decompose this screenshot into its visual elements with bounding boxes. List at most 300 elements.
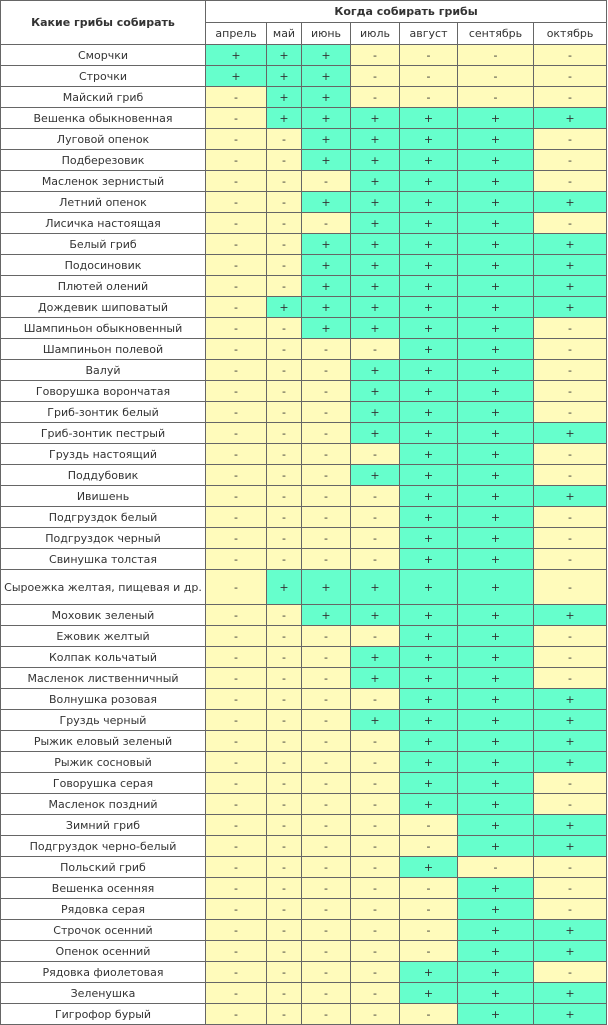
season-cell: + [400, 255, 458, 276]
season-cell: - [267, 710, 302, 731]
season-cell: + [267, 87, 302, 108]
season-cell: + [458, 773, 534, 794]
mushroom-name: Лисичка настоящая [1, 213, 206, 234]
season-cell: - [302, 423, 351, 444]
month-header-april: апрель [206, 23, 267, 45]
season-cell: + [351, 360, 400, 381]
season-cell: - [206, 731, 267, 752]
season-cell: + [400, 339, 458, 360]
table-row [1, 528, 607, 549]
month-header-july: июль [351, 23, 400, 45]
season-cell: + [400, 570, 458, 605]
season-cell: + [302, 276, 351, 297]
season-cell: + [400, 689, 458, 710]
table-row [1, 486, 607, 507]
table-body [1, 45, 607, 1025]
season-cell: - [302, 794, 351, 815]
mushroom-name: Масленок поздний [1, 794, 206, 815]
season-cell: + [534, 108, 607, 129]
season-cell: + [351, 108, 400, 129]
season-cell: + [458, 605, 534, 626]
season-cell: + [458, 626, 534, 647]
table-row [1, 647, 607, 668]
season-cell: + [458, 752, 534, 773]
season-cell: + [400, 549, 458, 570]
season-cell: - [267, 899, 302, 920]
season-cell: + [351, 710, 400, 731]
month-header-september: сентябрь [458, 23, 534, 45]
season-cell: + [458, 570, 534, 605]
season-cell: - [206, 570, 267, 605]
season-cell: + [351, 318, 400, 339]
season-cell: - [351, 626, 400, 647]
season-cell: + [534, 983, 607, 1004]
season-cell: - [206, 836, 267, 857]
season-cell: + [302, 45, 351, 66]
season-cell: - [267, 507, 302, 528]
season-cell: + [351, 297, 400, 318]
mushroom-name: Польский гриб [1, 857, 206, 878]
season-cell: + [267, 66, 302, 87]
season-cell: + [458, 318, 534, 339]
season-cell: - [534, 45, 607, 66]
season-cell: - [302, 857, 351, 878]
season-cell: + [458, 423, 534, 444]
season-cell: + [400, 486, 458, 507]
season-cell: + [458, 710, 534, 731]
table-row [1, 920, 607, 941]
season-cell: + [458, 381, 534, 402]
table-row [1, 710, 607, 731]
mushroom-name: Рыжик сосновый [1, 752, 206, 773]
season-cell: - [267, 668, 302, 689]
season-cell: + [534, 836, 607, 857]
season-cell: + [534, 689, 607, 710]
season-cell: + [400, 731, 458, 752]
season-cell: - [302, 647, 351, 668]
month-header-august: август [400, 23, 458, 45]
table-row [1, 626, 607, 647]
mushroom-name: Луговой опенок [1, 129, 206, 150]
season-cell: - [534, 962, 607, 983]
mushroom-name: Свинушка толстая [1, 549, 206, 570]
season-cell: - [400, 66, 458, 87]
season-cell: - [534, 794, 607, 815]
season-cell: + [400, 129, 458, 150]
table-row [1, 605, 607, 626]
season-cell: - [534, 773, 607, 794]
season-cell: + [400, 710, 458, 731]
table-row [1, 381, 607, 402]
season-cell: - [351, 857, 400, 878]
season-cell: + [351, 402, 400, 423]
season-cell: + [400, 647, 458, 668]
season-cell: + [534, 731, 607, 752]
season-cell: - [534, 66, 607, 87]
season-cell: - [302, 731, 351, 752]
season-cell: + [351, 213, 400, 234]
season-cell: + [458, 815, 534, 836]
season-cell: - [267, 171, 302, 192]
mushroom-name: Гигрофор бурый [1, 1004, 206, 1025]
mushroom-name: Гриб-зонтик белый [1, 402, 206, 423]
season-cell: - [302, 668, 351, 689]
season-cell: - [302, 486, 351, 507]
season-cell: - [351, 941, 400, 962]
season-cell: + [267, 108, 302, 129]
season-cell: - [302, 899, 351, 920]
table-row [1, 129, 607, 150]
table-row [1, 549, 607, 570]
season-cell: + [458, 339, 534, 360]
season-cell: - [534, 129, 607, 150]
mushroom-name: Опенок осенний [1, 941, 206, 962]
season-cell: + [458, 486, 534, 507]
table-row [1, 45, 607, 66]
table-row [1, 108, 607, 129]
season-cell: - [206, 920, 267, 941]
season-cell: + [351, 234, 400, 255]
season-cell: - [206, 815, 267, 836]
season-cell: + [351, 605, 400, 626]
season-cell: - [302, 465, 351, 486]
season-cell: - [351, 773, 400, 794]
mushroom-name: Ивишень [1, 486, 206, 507]
season-cell: + [206, 45, 267, 66]
season-cell: - [206, 402, 267, 423]
season-cell: + [302, 605, 351, 626]
season-cell: + [458, 836, 534, 857]
season-cell: + [458, 402, 534, 423]
season-cell: - [351, 752, 400, 773]
season-cell: - [267, 192, 302, 213]
season-cell: - [267, 794, 302, 815]
season-cell: + [302, 129, 351, 150]
season-cell: + [534, 941, 607, 962]
season-cell: - [302, 444, 351, 465]
season-cell: + [458, 465, 534, 486]
season-cell: + [351, 171, 400, 192]
season-cell: - [206, 773, 267, 794]
season-cell: - [534, 360, 607, 381]
season-cell: - [534, 570, 607, 605]
mushroom-name: Майский гриб [1, 87, 206, 108]
season-cell: - [302, 528, 351, 549]
table-row [1, 213, 607, 234]
season-cell: + [351, 570, 400, 605]
mushroom-name: Вешенка обыкновенная [1, 108, 206, 129]
season-cell: + [458, 444, 534, 465]
season-cell: + [400, 213, 458, 234]
table-header [1, 1, 607, 45]
season-cell: + [400, 773, 458, 794]
season-cell: - [267, 920, 302, 941]
season-cell: - [267, 486, 302, 507]
season-cell: - [458, 45, 534, 66]
season-cell: - [206, 752, 267, 773]
table-row [1, 192, 607, 213]
season-cell: + [400, 668, 458, 689]
table-row [1, 171, 607, 192]
season-cell: + [302, 66, 351, 87]
season-cell: - [302, 962, 351, 983]
season-cell: - [351, 731, 400, 752]
season-cell: - [267, 941, 302, 962]
mushroom-column-header: Какие грибы собирать [1, 1, 206, 45]
table-row [1, 234, 607, 255]
season-cell: + [400, 626, 458, 647]
mushroom-name: Подгруздок белый [1, 507, 206, 528]
season-cell: - [400, 878, 458, 899]
table-row [1, 297, 607, 318]
season-cell: - [302, 773, 351, 794]
season-cell: - [267, 815, 302, 836]
season-cell: - [206, 276, 267, 297]
season-cell: + [302, 108, 351, 129]
season-cell: + [400, 234, 458, 255]
season-cell: + [458, 920, 534, 941]
season-cell: + [400, 318, 458, 339]
mushroom-name: Дождевик шиповатый [1, 297, 206, 318]
season-cell: + [400, 108, 458, 129]
season-cell: - [206, 87, 267, 108]
mushroom-name: Масленок зернистый [1, 171, 206, 192]
season-cell: - [302, 710, 351, 731]
season-cell: - [400, 920, 458, 941]
table-row [1, 360, 607, 381]
season-cell: - [534, 171, 607, 192]
season-cell: - [458, 857, 534, 878]
mushroom-name: Моховик зеленый [1, 605, 206, 626]
season-cell: + [458, 899, 534, 920]
season-cell: - [400, 45, 458, 66]
table-row [1, 815, 607, 836]
season-cell: - [267, 444, 302, 465]
season-cell: + [351, 668, 400, 689]
season-cell: - [206, 549, 267, 570]
season-cell: - [302, 213, 351, 234]
season-cell: - [267, 234, 302, 255]
season-cell: - [267, 423, 302, 444]
season-cell: + [351, 192, 400, 213]
season-cell: + [534, 752, 607, 773]
season-cell: - [206, 486, 267, 507]
season-cell: - [206, 983, 267, 1004]
season-cell: - [267, 129, 302, 150]
season-cell: + [351, 150, 400, 171]
season-cell: + [534, 423, 607, 444]
season-cell: - [206, 962, 267, 983]
season-cell: + [400, 507, 458, 528]
season-cell: - [351, 444, 400, 465]
season-cell: + [458, 794, 534, 815]
table-row [1, 507, 607, 528]
season-cell: - [534, 444, 607, 465]
season-cell: - [351, 983, 400, 1004]
season-cell: - [267, 689, 302, 710]
season-cell: + [458, 108, 534, 129]
season-cell: - [400, 941, 458, 962]
season-cell: - [534, 647, 607, 668]
season-cell: + [400, 962, 458, 983]
season-cell: + [534, 920, 607, 941]
month-header-may: май [267, 23, 302, 45]
season-cell: + [458, 1004, 534, 1025]
season-cell: - [267, 381, 302, 402]
month-header-june: июнь [302, 23, 351, 45]
season-cell: - [206, 710, 267, 731]
season-cell: - [267, 549, 302, 570]
season-cell: + [534, 276, 607, 297]
season-cell: - [267, 836, 302, 857]
table-row [1, 423, 607, 444]
season-cell: + [458, 507, 534, 528]
season-cell: - [267, 983, 302, 1004]
season-cell: - [351, 45, 400, 66]
season-cell: - [534, 402, 607, 423]
season-cell: - [206, 626, 267, 647]
season-cell: - [206, 528, 267, 549]
season-cell: + [400, 423, 458, 444]
season-cell: - [302, 507, 351, 528]
season-cell: - [206, 129, 267, 150]
season-cell: - [206, 234, 267, 255]
season-cell: - [206, 668, 267, 689]
season-cell: + [267, 297, 302, 318]
season-cell: - [534, 465, 607, 486]
mushroom-name: Волнушка розовая [1, 689, 206, 710]
season-cell: - [267, 752, 302, 773]
season-cell: + [458, 255, 534, 276]
table-row [1, 150, 607, 171]
season-cell: - [206, 857, 267, 878]
season-cell: - [206, 794, 267, 815]
season-cell: - [400, 899, 458, 920]
season-cell: + [458, 192, 534, 213]
season-cell: + [351, 255, 400, 276]
season-cell: - [267, 339, 302, 360]
season-cell: - [351, 1004, 400, 1025]
mushroom-name: Подберезовик [1, 150, 206, 171]
mushroom-name: Сыроежка желтая, пищевая и др. [1, 570, 206, 605]
season-cell: - [267, 150, 302, 171]
season-cell: + [534, 710, 607, 731]
mushroom-name: Подосиновик [1, 255, 206, 276]
season-cell: - [206, 878, 267, 899]
mushroom-name: Рыжик еловый зеленый [1, 731, 206, 752]
season-cell: + [400, 857, 458, 878]
season-cell: + [458, 234, 534, 255]
season-cell: - [206, 465, 267, 486]
season-cell: + [302, 192, 351, 213]
season-cell: + [458, 941, 534, 962]
season-cell: + [534, 605, 607, 626]
season-cell: + [400, 605, 458, 626]
season-cell: - [206, 297, 267, 318]
season-cell: + [400, 794, 458, 815]
season-cell: + [351, 423, 400, 444]
season-cell: - [351, 689, 400, 710]
season-cell: - [206, 108, 267, 129]
mushroom-name: Валуй [1, 360, 206, 381]
season-cell: - [302, 920, 351, 941]
season-cell: - [302, 983, 351, 1004]
season-cell: + [458, 549, 534, 570]
season-cell: + [400, 983, 458, 1004]
season-cell: - [206, 507, 267, 528]
season-cell: - [206, 423, 267, 444]
season-cell: + [302, 255, 351, 276]
mushroom-name: Строчок осенний [1, 920, 206, 941]
season-cell: - [267, 857, 302, 878]
table-row [1, 983, 607, 1004]
season-cell: + [534, 234, 607, 255]
season-cell: - [302, 815, 351, 836]
season-cell: - [534, 213, 607, 234]
season-cell: - [206, 255, 267, 276]
season-cell: + [302, 87, 351, 108]
season-cell: - [351, 899, 400, 920]
table-row [1, 465, 607, 486]
season-cell: - [206, 647, 267, 668]
season-cell: + [458, 360, 534, 381]
season-cell: - [351, 528, 400, 549]
table-row [1, 752, 607, 773]
season-cell: - [351, 962, 400, 983]
season-cell: - [206, 318, 267, 339]
season-cell: - [302, 626, 351, 647]
season-cell: - [267, 1004, 302, 1025]
season-cell: - [400, 1004, 458, 1025]
season-cell: + [458, 171, 534, 192]
season-cell: + [351, 465, 400, 486]
season-cell: - [351, 339, 400, 360]
table-row [1, 773, 607, 794]
mushroom-name: Подгруздок черно-белый [1, 836, 206, 857]
mushroom-name: Груздь настоящий [1, 444, 206, 465]
season-cell: - [302, 689, 351, 710]
season-cell: - [351, 878, 400, 899]
mushroom-name: Зимний гриб [1, 815, 206, 836]
season-cell: + [458, 647, 534, 668]
table-row [1, 444, 607, 465]
table-row [1, 276, 607, 297]
season-cell: - [302, 1004, 351, 1025]
season-cell: - [351, 815, 400, 836]
season-cell: - [302, 878, 351, 899]
season-cell: + [400, 381, 458, 402]
season-cell: - [206, 213, 267, 234]
season-cell: - [206, 689, 267, 710]
season-cell: - [267, 360, 302, 381]
table-row [1, 731, 607, 752]
season-cell: - [534, 150, 607, 171]
table-row [1, 339, 607, 360]
season-cell: - [534, 87, 607, 108]
season-cell: + [458, 129, 534, 150]
table-row [1, 570, 607, 605]
season-cell: - [458, 87, 534, 108]
table-row [1, 878, 607, 899]
season-cell: - [267, 276, 302, 297]
season-cell: - [267, 626, 302, 647]
mushroom-name: Рядовка фиолетовая [1, 962, 206, 983]
season-cell: - [534, 381, 607, 402]
season-cell: + [302, 570, 351, 605]
season-cell: - [267, 773, 302, 794]
table-row [1, 318, 607, 339]
mushroom-name: Груздь черный [1, 710, 206, 731]
